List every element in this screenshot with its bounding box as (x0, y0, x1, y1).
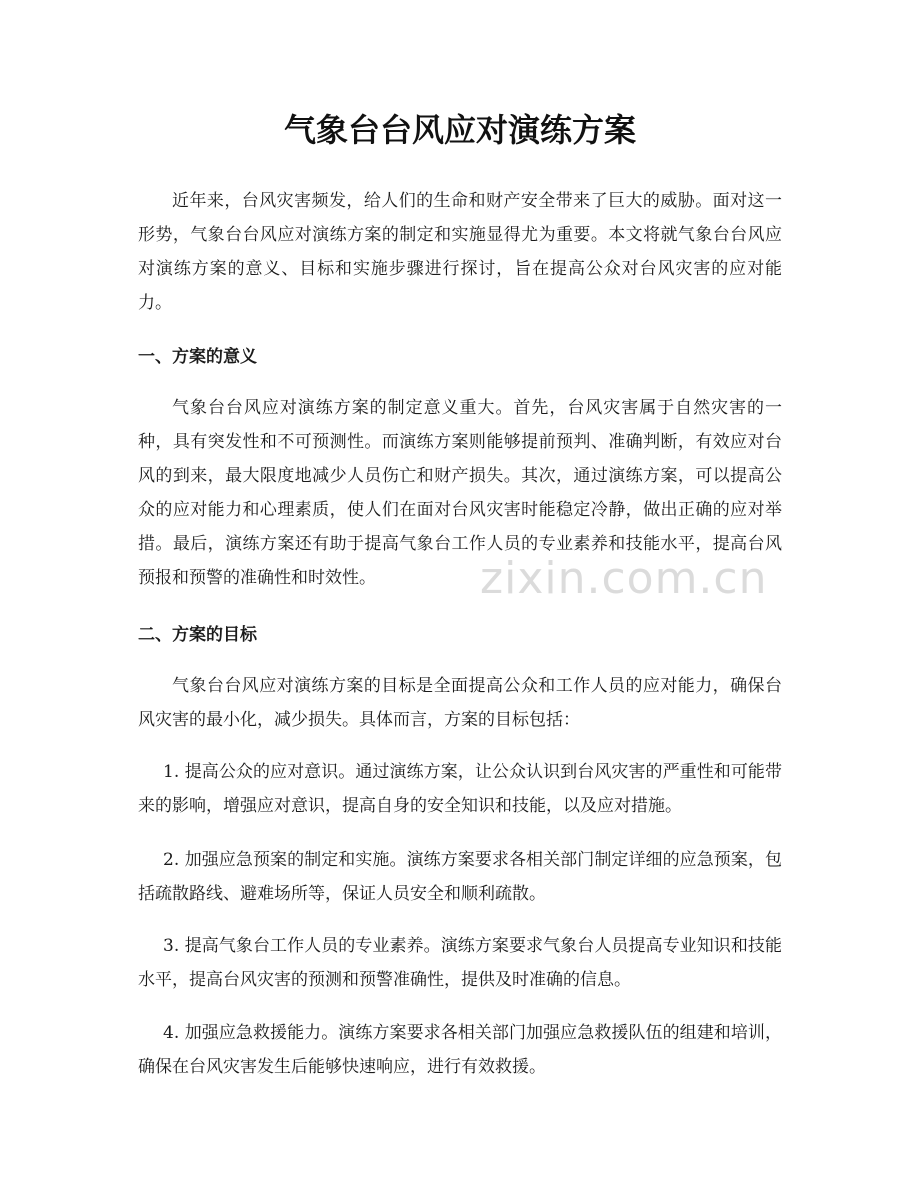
section-1-heading: 一、方案的意义 (138, 347, 257, 367)
document-title: 气象台台风应对演练方案 (283, 111, 636, 149)
list-item: 1. 提高公众的应对意识。通过演练方案，让公众认识到台风灾害的严重性和可能带来的影响，增强应对意识，提高自身的安全知识和技能，以及应对措施。 (138, 762, 782, 816)
watermark: zixin.com.cn (480, 553, 768, 604)
section-1-paragraph: 气象台台风应对演练方案的制定意义重大。首先，台风灾害属于自然灾害的一种，具有突发性和不可预测性。而演练方案则能够提前预判、准确判断，有效应对台风的到来，最大限度地减少人员伤亡和财产损失。其次，通过演练方案，可以提高公众的应对能力和心理素质，使人们在面对台风灾害时能稳定冷静，做出正确的应对举措。最后，演练方案还有助于提高气象台工作人员的专业素养和技能水平，提高台风预报和预警的准确性和时效性。 (138, 398, 782, 588)
list-item: 2. 加强应急预案的制定和实施。演练方案要求各相关部门制定详细的应急预案，包括疏散路线、避难场所等，保证人员安全和顺利疏散。 (138, 850, 782, 904)
list-item: 4. 加强应急救援能力。演练方案要求各相关部门加强应急救援队伍的组建和培训，确保在台风灾害发生后能够快速响应，进行有效救援。 (138, 1023, 782, 1077)
intro-paragraph: 近年来，台风灾害频发，给人们的生命和财产安全带来了巨大的威胁。面对这一形势，气象台台风应对演练方案的制定和实施显得尤为重要。本文将就气象台台风应对演练方案的意义、目标和实施步骤进行探讨，旨在提高公众对台风灾害的应对能力。 (138, 191, 782, 313)
list-item: 3. 提高气象台工作人员的专业素养。演练方案要求气象台人员提高专业知识和技能水平，提高台风灾害的预测和预警准确性，提供及时准确的信息。 (138, 936, 782, 990)
section-2-paragraph: 气象台台风应对演练方案的目标是全面提高公众和工作人员的应对能力，确保台风灾害的最小化，减少损失。具体而言，方案的目标包括： (138, 676, 782, 730)
section-2-heading: 二、方案的目标 (138, 625, 257, 645)
